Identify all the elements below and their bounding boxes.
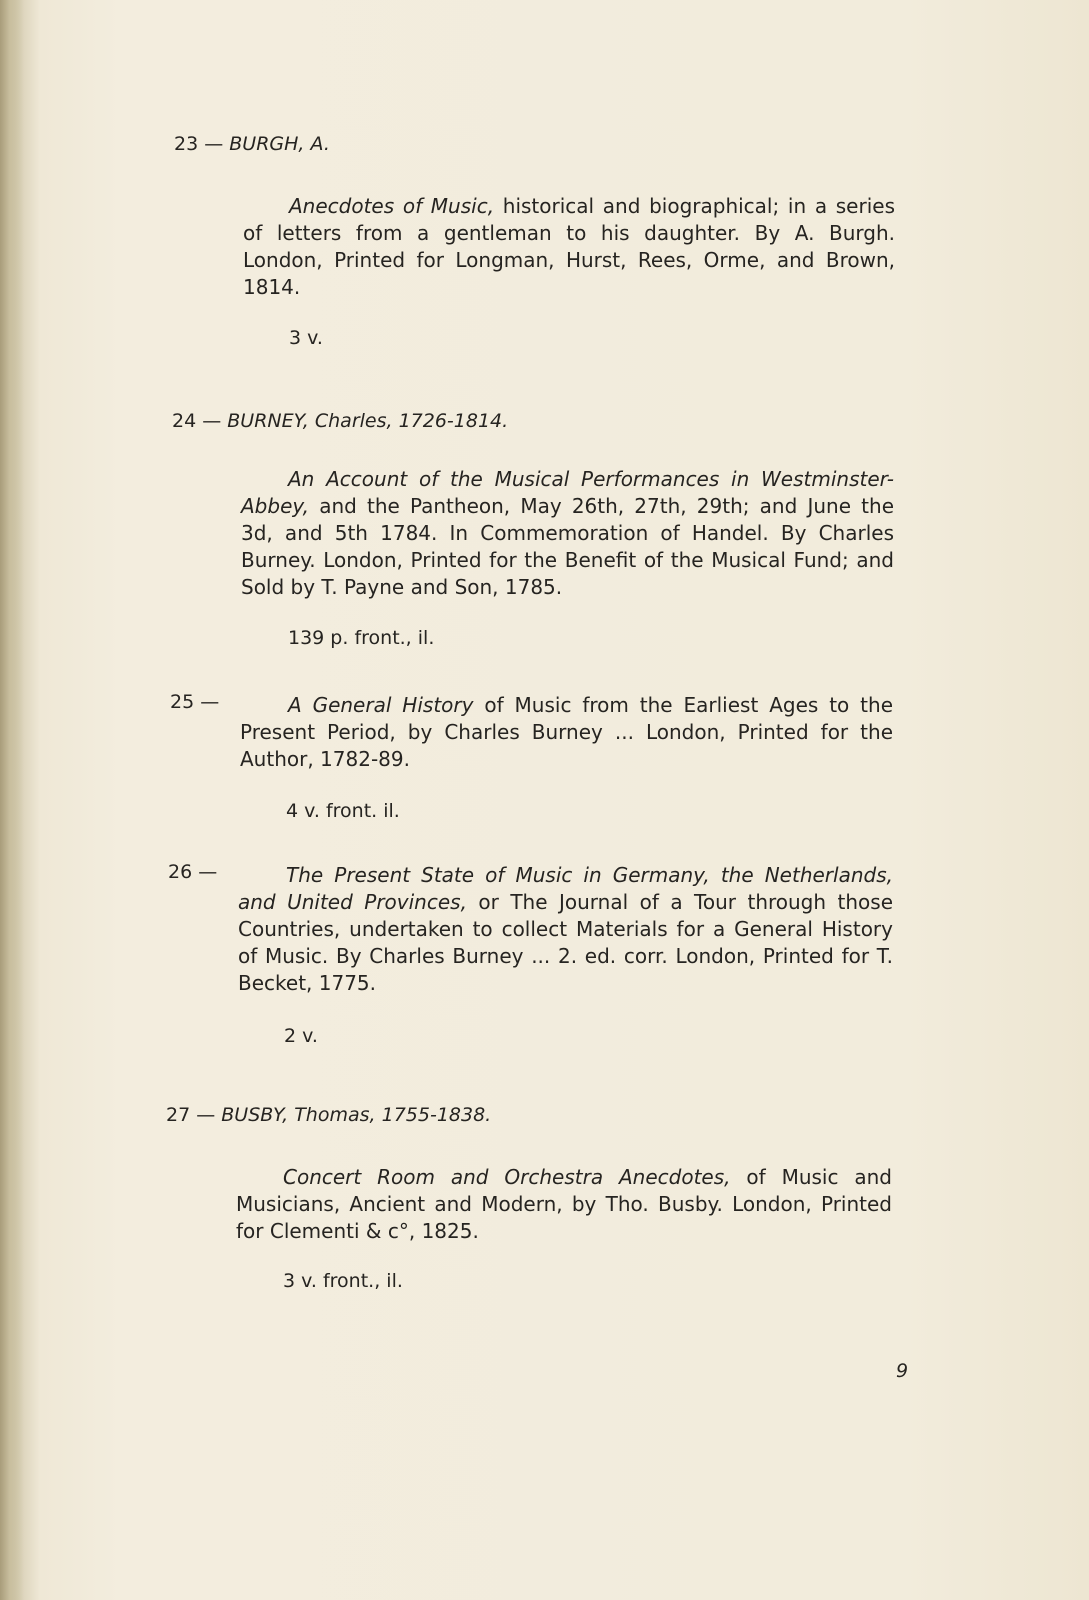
entry-26-collation: 2 v. — [284, 1025, 318, 1047]
entry-24-author: BURNEY, Charles, 1726-1814. — [227, 410, 509, 432]
entry-27-number: 27 — — [166, 1104, 222, 1126]
entry-27-imprint: of Music and Musicians, Ancient and Modern, by Tho. Busby. London, Printed for Clementi & c°, 1825. — [236, 1165, 892, 1243]
entry-26-imprint: or The Journal of a Tour through those Countries, undertaken to collect Materials for a General History of Music. By Charles Burney ... 2. ed. corr. London, Printed for T. Becket, 1775. — [238, 890, 893, 995]
entry-24-title: An Account of the Musical Performances in Westminster-Abbey, — [241, 467, 894, 518]
entry-25-imprint: of Music from the Earliest Ages to the Present Period, by Charles Burney ... London, Printed for the Author, 1782-89. — [240, 693, 893, 771]
page-number: 9 — [896, 1360, 909, 1382]
entry-23-author: BURGH, A. — [229, 133, 330, 155]
entry-27-author: BUSBY, Thomas, 1755-1838. — [221, 1104, 492, 1126]
entry-27-heading — [166, 1104, 491, 1126]
entry-24-number: 24 — — [172, 410, 228, 432]
entry-24-heading — [172, 410, 508, 432]
page-spine-shadow — [0, 0, 24, 1600]
entry-25-heading — [170, 691, 219, 713]
entry-23-collation: 3 v. — [289, 327, 323, 349]
entry-25-description — [240, 692, 893, 773]
entry-23-title: Anecdotes of Music, — [289, 194, 495, 218]
entry-26-title: The Present State of Music in Germany, the Netherlands, and United Provinces, — [238, 863, 893, 914]
entry-23-number: 23 — — [174, 133, 230, 155]
entry-24-description — [241, 466, 894, 601]
entry-25-number: 25 — — [170, 691, 220, 713]
entry-23-description — [243, 193, 895, 301]
entry-27-title: Concert Room and Orchestra Anecdotes, — [283, 1165, 731, 1189]
entry-27-description — [236, 1164, 892, 1245]
entry-24-collation: 139 p. front., il. — [288, 627, 435, 649]
entry-25-collation: 4 v. front. il. — [286, 800, 400, 822]
entry-26-description — [238, 862, 893, 997]
entry-24-imprint: and the Pantheon, May 26th, 27th, 29th; and June the 3d, and 5th 1784. In Commemoration of Handel. By Charles Burney. London, Printed for the Benefit of the Musical Fund; and Sold by T. Payne and Son, 1785. — [241, 494, 894, 599]
entry-26-number: 26 — — [168, 861, 218, 883]
entry-23-imprint: historical and biographical; in a series of letters from a gentleman to his daughter. By A. Burgh. London, Printed for Longman, Hurst, Rees, Orme, and Brown, 1814. — [243, 194, 895, 299]
entry-23-heading — [174, 133, 330, 155]
entry-27-collation: 3 v. front., il. — [283, 1270, 403, 1292]
entry-25-title: A General History — [288, 693, 474, 717]
entry-26-heading — [168, 861, 217, 883]
